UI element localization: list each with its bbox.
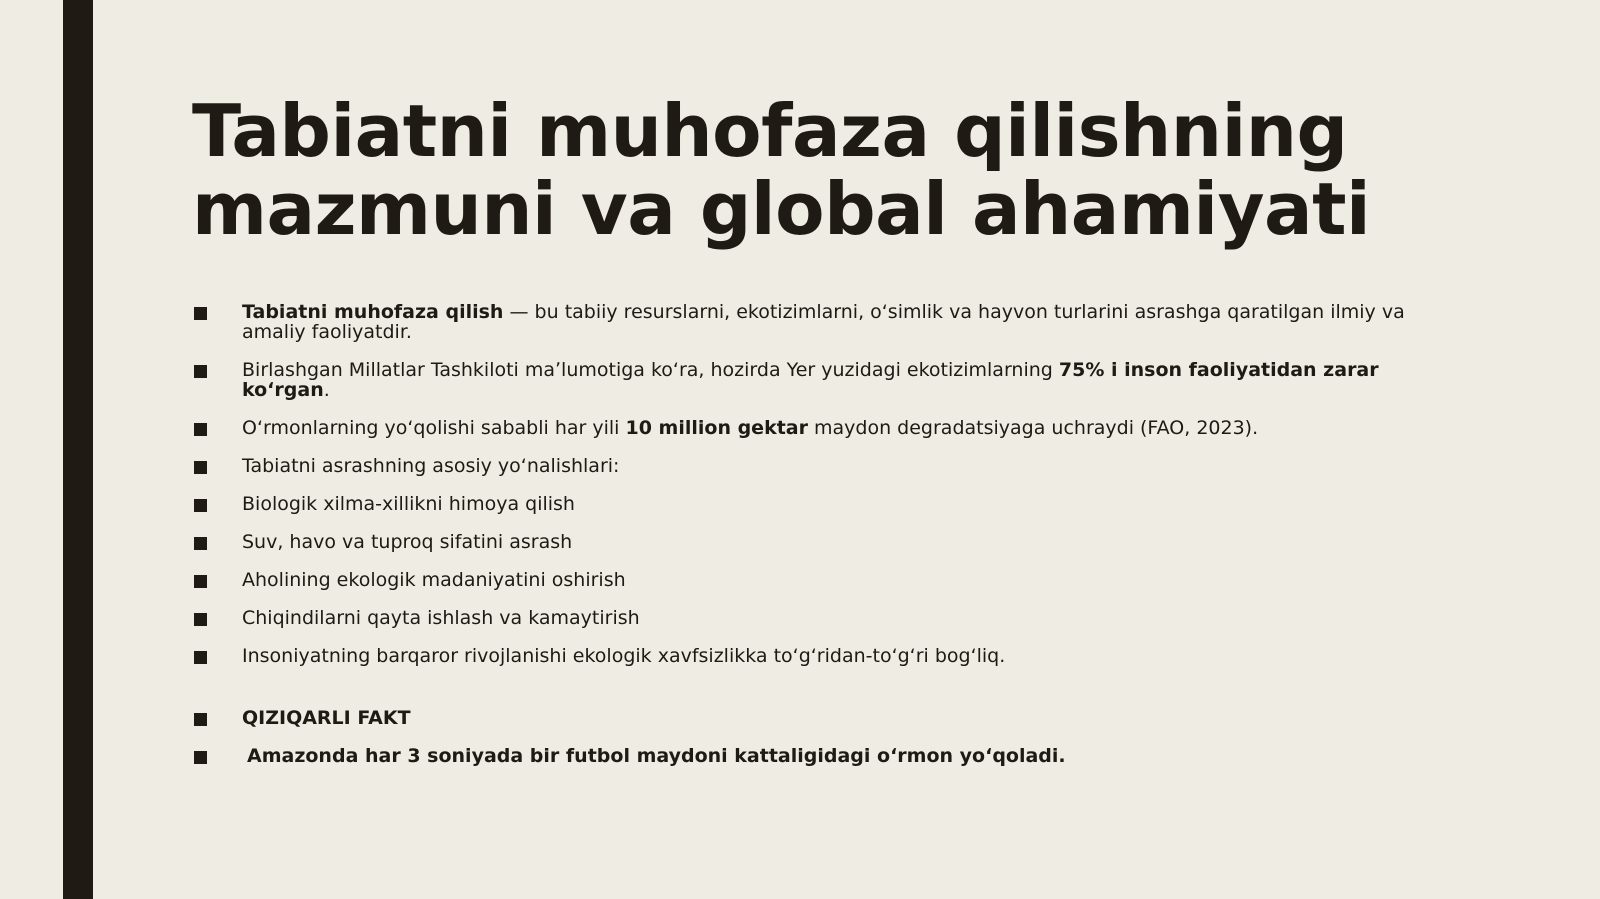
bullet-bold-lead: Tabiatni muhofaza qilish	[242, 301, 504, 323]
accent-bar	[63, 0, 93, 899]
bullet-text: Insoniyatning barqaror rivojlanishi ekologik xavfsizlikka toʻgʻridan-toʻgʻri bogʻliq.	[242, 645, 1006, 667]
bullet-item-fact-heading	[192, 708, 1432, 728]
bullet-item	[192, 532, 1432, 552]
bullet-list	[192, 302, 1432, 784]
square-bullet-icon	[194, 423, 207, 436]
bullet-text: Birlashgan Millatlar Tashkiloti maʼlumotiga koʻra, hozirda Yer yuzidagi ekotizimlarning	[242, 359, 1059, 381]
square-bullet-icon	[194, 537, 207, 550]
fact-heading: QIZIQARLI FAKT	[242, 707, 411, 729]
fact-text: Amazonda har 3 soniyada bir futbol maydoni kattaligidagi oʻrmon yoʻqoladi.	[247, 745, 1066, 767]
bullet-item	[192, 608, 1432, 628]
bullet-item	[192, 456, 1432, 476]
bullet-text: Suv, havo va tuproq sifatini asrash	[242, 531, 573, 553]
bullet-item	[192, 302, 1432, 342]
bullet-item	[192, 360, 1432, 400]
square-bullet-icon	[194, 461, 207, 474]
bullet-text: Biologik xilma-xillikni himoya qilish	[242, 493, 575, 515]
bullet-item-fact	[192, 746, 1432, 766]
bullet-item	[192, 418, 1432, 438]
bullet-tail: .	[323, 379, 330, 401]
bullet-text: Chiqindilarni qayta ishlash va kamaytirish	[242, 607, 640, 629]
bullet-text: — bu tabiiy resurslarni, ekotizimlarni, oʻsimlik va hayvon turlarini asrashga qaratilgan ilmiy va amaliy faoliyatdir.	[242, 301, 1405, 343]
bullet-item	[192, 494, 1432, 514]
bullet-item	[192, 646, 1432, 666]
square-bullet-icon	[194, 307, 207, 320]
square-bullet-icon	[194, 751, 207, 764]
bullet-text: Oʻrmonlarning yoʻqolishi sababli har yili	[242, 417, 626, 439]
square-bullet-icon	[194, 613, 207, 626]
square-bullet-icon	[194, 575, 207, 588]
square-bullet-icon	[194, 365, 207, 378]
square-bullet-icon	[194, 499, 207, 512]
slide-title: Tabiatni muhofaza qilishning mazmuni va global ahamiyati	[192, 89, 1371, 251]
bullet-text: Aholining ekologik madaniyatini oshirish	[242, 569, 626, 591]
bullet-text: Tabiatni asrashning asosiy yoʻnalishlari:	[242, 455, 620, 477]
bullet-bold-text: 10 million gektar	[625, 417, 808, 439]
bullet-bold-text: 75% i inson faoliyatidan zarar koʻrgan	[242, 359, 1379, 401]
bullet-tail: maydon degradatsiyaga uchraydi (FAO, 2023).	[807, 417, 1259, 439]
square-bullet-icon	[194, 713, 207, 726]
square-bullet-icon	[194, 651, 207, 664]
bullet-item	[192, 570, 1432, 590]
